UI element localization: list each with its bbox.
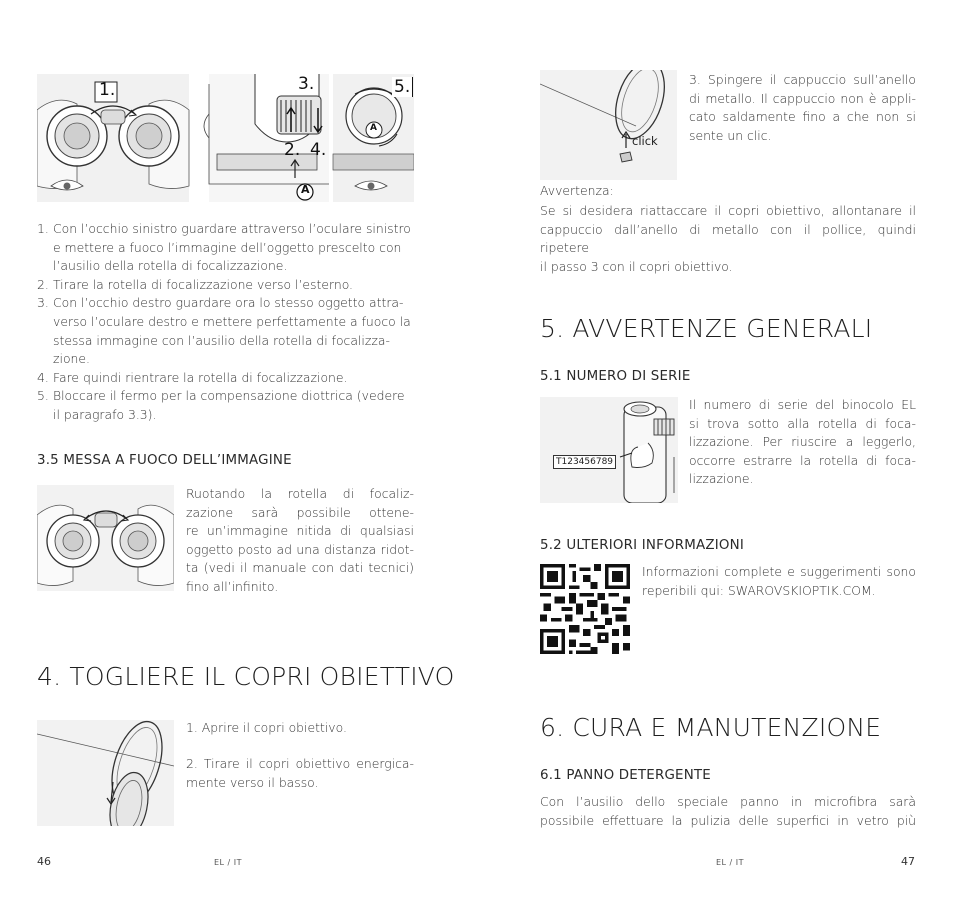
step-3: 3. Con l’occhio destro guardare ora lo stesso oggetto attra- verso l’oculare destro e mettere perfettamente a fuoco la stessa immagine con l’ausilio della rotella di focalizza- zione. bbox=[37, 295, 411, 367]
figure-label-4: 4. bbox=[310, 140, 327, 160]
lens-cap-remove-illustration bbox=[37, 720, 174, 826]
serial-number-illustration bbox=[540, 397, 678, 503]
lens-cap-attach-figure bbox=[540, 70, 677, 180]
step-5: 5. Bloccare il fermo per la compensazione diottrica (vedere il paragrafo 3.3). bbox=[37, 388, 405, 422]
qr-code-graphic bbox=[540, 564, 630, 654]
section-3-5-text: Ruotando la rotella di focaliz- zazione sarà possibile ottene- re un’immagine nitida di qualsiasi oggetto posto ad una distanza ridot- ta (vedi il manuale con dati tecnici) fino all’infinito. bbox=[186, 486, 414, 594]
lens-cap-attach-illustration bbox=[540, 70, 677, 180]
section-5-2-heading: 5.2 ULTERIORI INFORMAZIONI bbox=[540, 538, 744, 553]
section-4-step-1: 1. Aprire il copri obiettivo. bbox=[186, 720, 347, 735]
section-4-heading: 4. TOGLIERE IL COPRI OBIETTIVO bbox=[37, 662, 455, 691]
section-6-1-heading: 6.1 PANNO DETERGENTE bbox=[540, 768, 711, 783]
section-5-heading: 5. AVVERTENZE GENERALI bbox=[540, 314, 873, 343]
left-page-number: 46 bbox=[37, 855, 51, 868]
focus-illustration bbox=[37, 485, 174, 591]
diopter-illustration bbox=[37, 74, 414, 202]
step-1: 1. Con l’occhio sinistro guardare attraverso l’oculare sinistro e mettere a fuoco l’immagine dell’oggetto prescelto con l’ausilio della rotella di focalizzazione. bbox=[37, 221, 411, 274]
warning-text: Se si desidera riattaccare il copri obiettivo, allontanare il cappuccio dall’anello di metallo con il pollice, quindi ripetere il passo 3 con il copri obiettivo. bbox=[540, 203, 916, 274]
section-6-1-text: Con l’ausilio dello speciale panno in microfibra sarà possibile effettuare la pulizia delle superfici in vetro più bbox=[540, 794, 916, 828]
section-6-heading: 6. CURA E MANUTENZIONE bbox=[540, 713, 882, 742]
section-5-1-heading: 5.1 NUMERO DI SERIE bbox=[540, 369, 691, 384]
figure-label-a-dial: A bbox=[370, 123, 377, 133]
section-5-2-text: Informazioni complete e suggerimenti sono reperibili qui: SWAROVSKIOPTIK.COM. bbox=[642, 564, 916, 598]
section-3-5-heading: 3.5 MESSA A FUOCO DELL’IMMAGINE bbox=[37, 453, 292, 468]
serial-number-label: T123456789 bbox=[553, 455, 616, 469]
diopter-steps-list bbox=[37, 220, 414, 425]
click-label: click bbox=[632, 134, 658, 148]
section-5-1-text: Il numero di serie del binocolo EL si trova sotto alla rotella di foca- lizzazione. Per riuscire a leggerlo, occorre estrarre la rotella di foca- lizzazione. bbox=[689, 397, 916, 487]
diopter-figure bbox=[37, 74, 414, 202]
focus-figure bbox=[37, 485, 174, 591]
right-step-3-text: 3. Spingere il cappuccio sull’anello di metallo. Il cappuccio non è appli- cato saldamente fino a che non si sente un clic. bbox=[689, 72, 916, 143]
section-4-step-2: 2. Tirare il copri obiettivo energica- mente verso il basso. bbox=[186, 756, 414, 790]
step-4: 4. Fare quindi rientrare la rotella di focalizzazione. bbox=[37, 369, 348, 385]
step-2: 2. Tirare la rotella di focalizzazione verso l’esterno. bbox=[37, 276, 353, 292]
figure-label-a-circled: A bbox=[301, 183, 310, 196]
lens-cap-remove-figure bbox=[37, 720, 174, 826]
figure-label-1: 1. bbox=[99, 80, 116, 100]
left-footer-tag: EL / IT bbox=[214, 858, 243, 867]
warning-title: Avvertenza: bbox=[540, 183, 614, 198]
right-footer-tag: EL / IT bbox=[716, 858, 745, 867]
qr-code[interactable] bbox=[540, 564, 630, 654]
figure-label-3: 3. bbox=[298, 74, 315, 94]
figure-label-5: 5. bbox=[392, 77, 413, 97]
figure-label-2: 2. bbox=[284, 140, 301, 160]
serial-number-figure bbox=[540, 397, 678, 503]
right-page-number: 47 bbox=[901, 855, 915, 868]
